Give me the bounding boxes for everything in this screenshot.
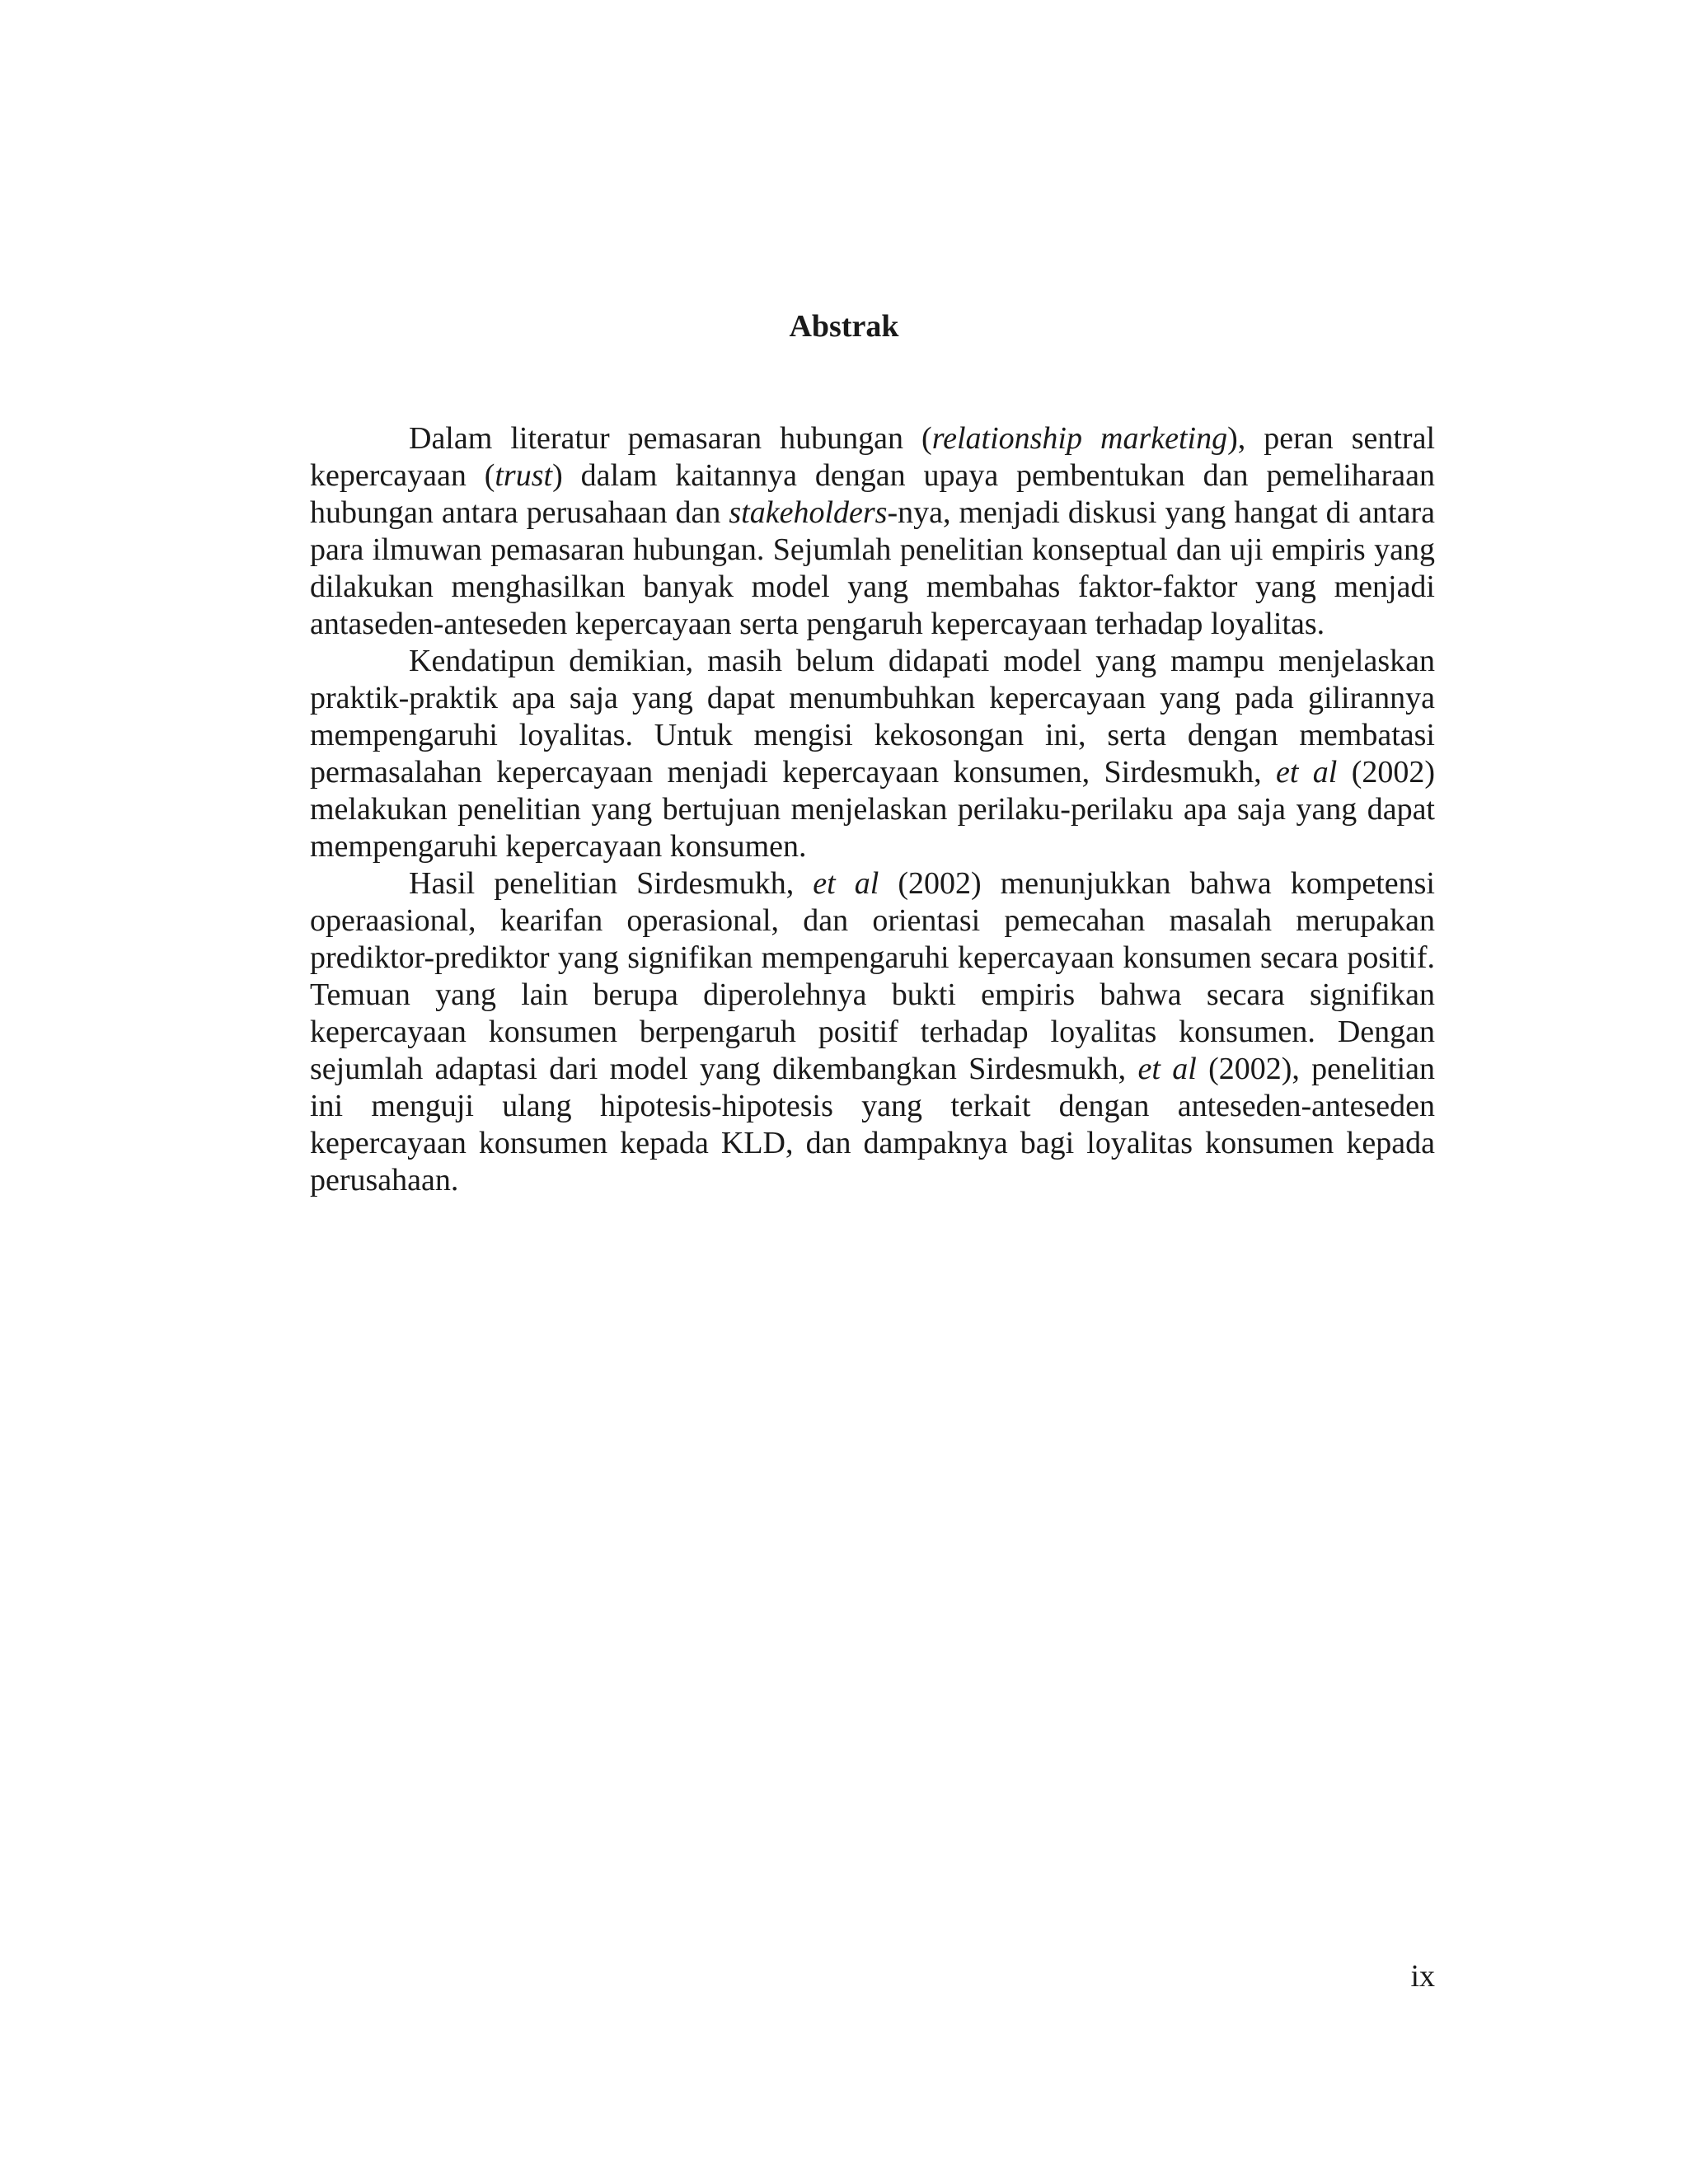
italic-term: et al xyxy=(813,866,879,901)
text-run: (2002) melakukan penelitian yang bertujuan menjelaskan perilaku-perilaku apa saja yang dapat mempengaruhi kepercayaan konsumen. xyxy=(310,755,1436,864)
text-run: ), peran sentral kepercayaan ( xyxy=(310,421,1436,493)
paragraph-1 xyxy=(310,420,1435,643)
italic-term: et al xyxy=(1137,1052,1197,1086)
text-run: Hasil penelitian Sirdesmukh, xyxy=(409,866,814,901)
abstract-body xyxy=(310,420,1435,1199)
paragraph-2 xyxy=(310,643,1435,865)
text-run: -nya, menjadi diskusi yang hangat di antara para ilmuwan pemasaran hubungan. Sejumlah penelitian konseptual dan uji empiris yang dilakukan menghasilkan banyak model yang membahas faktor-faktor yang menjadi antaseden-anteseden kepercayaan serta pengaruh kepercayaan terhadap loyalitas. xyxy=(310,495,1435,641)
page-title: Abstrak xyxy=(789,309,899,344)
italic-term: trust xyxy=(495,458,553,493)
text-run: ) dalam kaitannya dengan upaya pembentukan dan pemeliharaan hubungan antara perusahaan dan xyxy=(310,458,1435,530)
italic-term: et al xyxy=(1275,755,1338,790)
text-run: Dalam literatur pemasaran hubungan ( xyxy=(409,421,932,456)
paragraph-3 xyxy=(310,865,1435,1199)
italic-term: stakeholders xyxy=(729,495,888,530)
text-run: Kendatipun demikian, masih belum didapati model yang mampu menjelaskan praktik-praktik apa saja yang dapat menumbuhkan kepercayaan yang pada gilirannya mempengaruhi loyalitas. Untuk mengisi kekosongan ini, serta dengan membatasi permasalahan kepercayaan menjadi kepercayaan konsumen, Sirdesmukh, xyxy=(310,644,1435,790)
text-run: (2002) menunjukkan bahwa kompetensi operaasional, kearifan operasional, dan orientasi pemecahan masalah merupakan prediktor-prediktor yang signifikan mempengaruhi kepercayaan konsumen secara positif. Temuan yang lain berupa diperolehnya bukti empiris bahwa secara signifikan kepercayaan konsumen berpengaruh positif terhadap loyalitas konsumen. Dengan sejumlah adaptasi dari model yang dikembangkan Sirdesmukh, xyxy=(310,866,1435,1086)
text-run: (2002), penelitian ini menguji ulang hipotesis-hipotesis yang terkait dengan anteseden-anteseden kepercayaan konsumen kepada KLD, dan dampaknya bagi loyalitas konsumen kepada perusahaan. xyxy=(310,1052,1435,1197)
italic-term: relationship marketing xyxy=(931,421,1228,456)
page-number: ix xyxy=(1410,1959,1435,1994)
